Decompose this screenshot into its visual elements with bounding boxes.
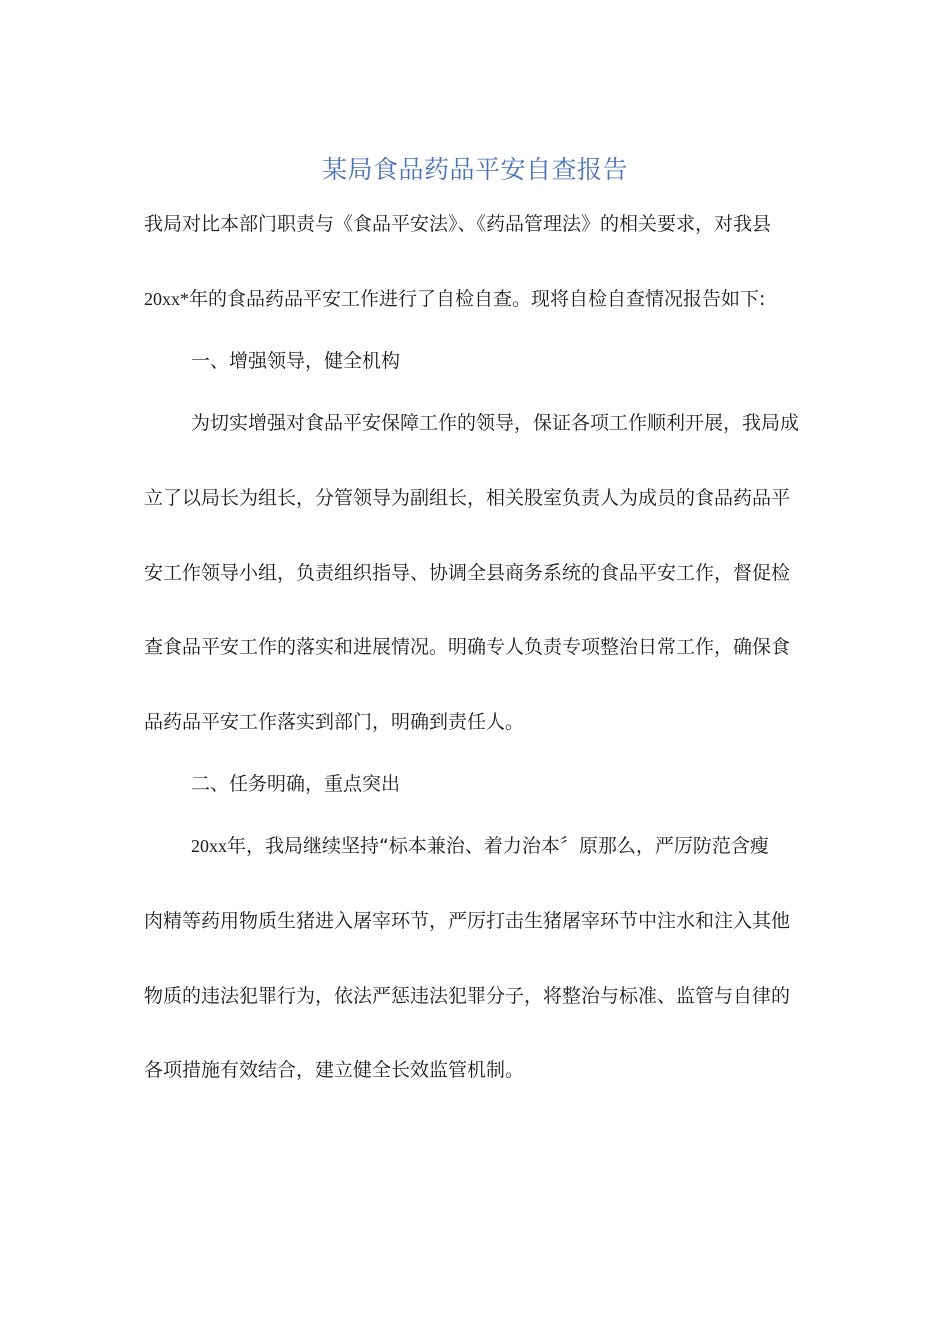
paragraph-line <box>144 212 814 236</box>
paragraph-line <box>144 909 814 933</box>
year-text: 20xx <box>191 836 227 856</box>
line-text: 年的食品药品平安工作进行了自检自查。现将自检自查情况报告如下: <box>189 288 766 310</box>
paragraph-line <box>144 984 814 1008</box>
line-text: 为切实增强对食品平安保障工作的领导，保证各项工作顺利开展，我局成 <box>191 412 800 434</box>
line-text: 年，我局继续坚持“标本兼治、着力治本〞原那么，严厉防范含瘦 <box>227 835 769 857</box>
paragraph-line <box>144 1058 814 1082</box>
line-text: 查食品平安工作的落实和进展情况。明确专人负责专项整治日常工作，确保食 <box>144 636 791 658</box>
paragraph-line <box>191 411 861 435</box>
line-text: 二、任务明确，重点突出 <box>191 773 401 795</box>
paragraph-line <box>144 486 814 510</box>
line-text: 物质的违法犯罪行为，依法严惩违法犯罪分子，将整治与标准、监管与自律的 <box>144 985 791 1007</box>
line-text: 安工作领导小组，负责组织指导、协调全县商务系统的食品平安工作，督促检 <box>144 562 791 584</box>
paragraph-line <box>144 635 814 659</box>
paragraph-line <box>144 287 814 311</box>
line-text: 我局对比本部门职责与《食品平安法》、《药品管理法》的相关要求，对我县 <box>144 213 772 235</box>
paragraph-line <box>144 710 814 734</box>
line-text: 品药品平安工作落实到部门，明确到责任人。 <box>144 711 525 733</box>
section-heading <box>191 772 861 796</box>
line-text: 立了以局长为组长，分管领导为副组长，相关股室负责人为成员的食品药品平 <box>144 487 791 509</box>
line-text: 肉精等药用物质生猪进入屠宰环节，严厉打击生猪屠宰环节中注水和注入其他 <box>144 910 791 932</box>
document-title: 某局食品药品平安自查报告 <box>321 155 628 184</box>
line-text: 一、增强领导，健全机构 <box>191 350 401 372</box>
year-text: 20xx* <box>144 289 189 309</box>
paragraph-line <box>144 561 814 585</box>
section-heading <box>191 349 861 373</box>
line-text: 各项措施有效结合，建立健全长效监管机制。 <box>144 1059 525 1081</box>
paragraph-line <box>191 834 861 858</box>
